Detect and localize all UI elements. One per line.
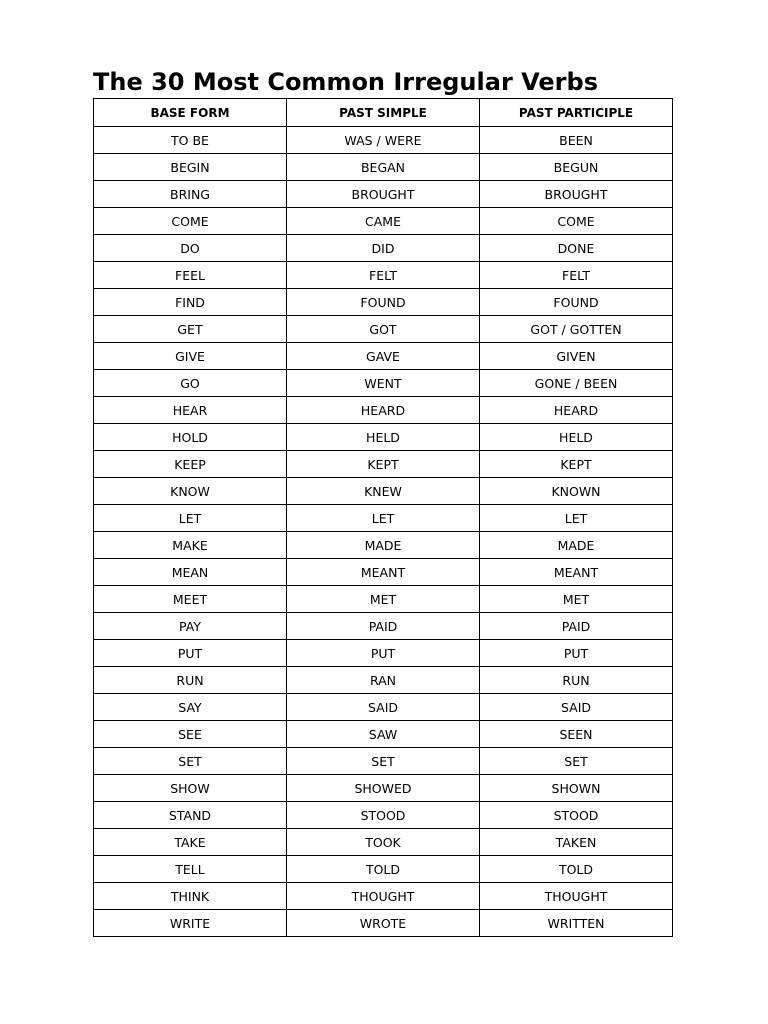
table-header-row	[94, 99, 673, 127]
base-form-cell: GET	[94, 316, 287, 343]
table-row	[94, 802, 673, 829]
table-row	[94, 451, 673, 478]
column-header-past-simple: PAST SIMPLE	[287, 99, 480, 127]
base-form-cell: FEEL	[94, 262, 287, 289]
past-participle-cell: STOOD	[480, 802, 673, 829]
table-row	[94, 856, 673, 883]
table-row	[94, 640, 673, 667]
past-participle-cell: TAKEN	[480, 829, 673, 856]
table-row	[94, 667, 673, 694]
table-row	[94, 775, 673, 802]
base-form-cell: STAND	[94, 802, 287, 829]
base-form-cell: PAY	[94, 613, 287, 640]
base-form-cell: FIND	[94, 289, 287, 316]
past-simple-cell: SAW	[287, 721, 480, 748]
table-row	[94, 316, 673, 343]
past-simple-cell: FELT	[287, 262, 480, 289]
past-participle-cell: MEANT	[480, 559, 673, 586]
past-simple-cell: TOLD	[287, 856, 480, 883]
base-form-cell: DO	[94, 235, 287, 262]
base-form-cell: THINK	[94, 883, 287, 910]
past-participle-cell: SEEN	[480, 721, 673, 748]
past-participle-cell: KEPT	[480, 451, 673, 478]
base-form-cell: PUT	[94, 640, 287, 667]
base-form-cell: HEAR	[94, 397, 287, 424]
page-title: The 30 Most Common Irregular Verbs	[93, 68, 598, 96]
past-participle-cell: PUT	[480, 640, 673, 667]
past-simple-cell: DID	[287, 235, 480, 262]
table-row	[94, 613, 673, 640]
past-participle-cell: FOUND	[480, 289, 673, 316]
table-header	[94, 99, 673, 127]
table-row	[94, 343, 673, 370]
base-form-cell: WRITE	[94, 910, 287, 937]
table-row	[94, 208, 673, 235]
table-row	[94, 424, 673, 451]
past-simple-cell: STOOD	[287, 802, 480, 829]
past-participle-cell: COME	[480, 208, 673, 235]
table-row	[94, 883, 673, 910]
past-simple-cell: MEANT	[287, 559, 480, 586]
base-form-cell: MAKE	[94, 532, 287, 559]
past-participle-cell: PAID	[480, 613, 673, 640]
table-row	[94, 586, 673, 613]
past-simple-cell: RAN	[287, 667, 480, 694]
past-simple-cell: LET	[287, 505, 480, 532]
past-simple-cell: SHOWED	[287, 775, 480, 802]
table-row	[94, 154, 673, 181]
past-participle-cell: BEEN	[480, 127, 673, 154]
past-participle-cell: DONE	[480, 235, 673, 262]
past-simple-cell: PAID	[287, 613, 480, 640]
past-simple-cell: THOUGHT	[287, 883, 480, 910]
past-participle-cell: GONE / BEEN	[480, 370, 673, 397]
table-row	[94, 559, 673, 586]
past-simple-cell: WAS / WERE	[287, 127, 480, 154]
base-form-cell: HOLD	[94, 424, 287, 451]
past-simple-cell: KEPT	[287, 451, 480, 478]
past-participle-cell: WRITTEN	[480, 910, 673, 937]
base-form-cell: SET	[94, 748, 287, 775]
past-participle-cell: FELT	[480, 262, 673, 289]
past-participle-cell: BEGUN	[480, 154, 673, 181]
table-row	[94, 721, 673, 748]
column-header-past-participle: PAST PARTICIPLE	[480, 99, 673, 127]
table-row	[94, 397, 673, 424]
past-participle-cell: GIVEN	[480, 343, 673, 370]
base-form-cell: RUN	[94, 667, 287, 694]
table-row	[94, 289, 673, 316]
base-form-cell: BEGIN	[94, 154, 287, 181]
past-participle-cell: KNOWN	[480, 478, 673, 505]
table-row	[94, 235, 673, 262]
past-simple-cell: BROUGHT	[287, 181, 480, 208]
table-row	[94, 181, 673, 208]
base-form-cell: TO BE	[94, 127, 287, 154]
table-row	[94, 127, 673, 154]
table-row	[94, 478, 673, 505]
base-form-cell: TAKE	[94, 829, 287, 856]
past-participle-cell: TOLD	[480, 856, 673, 883]
table-body	[94, 127, 673, 937]
past-participle-cell: RUN	[480, 667, 673, 694]
base-form-cell: MEET	[94, 586, 287, 613]
base-form-cell: LET	[94, 505, 287, 532]
table-row	[94, 694, 673, 721]
past-simple-cell: MADE	[287, 532, 480, 559]
past-participle-cell: MADE	[480, 532, 673, 559]
table-row	[94, 262, 673, 289]
past-simple-cell: CAME	[287, 208, 480, 235]
base-form-cell: COME	[94, 208, 287, 235]
past-simple-cell: PUT	[287, 640, 480, 667]
table-row	[94, 532, 673, 559]
column-header-base-form: BASE FORM	[94, 99, 287, 127]
past-participle-cell: SAID	[480, 694, 673, 721]
base-form-cell: SAY	[94, 694, 287, 721]
base-form-cell: KNOW	[94, 478, 287, 505]
past-simple-cell: WENT	[287, 370, 480, 397]
past-simple-cell: SET	[287, 748, 480, 775]
past-participle-cell: HEARD	[480, 397, 673, 424]
table-row	[94, 370, 673, 397]
table-row	[94, 748, 673, 775]
past-participle-cell: GOT / GOTTEN	[480, 316, 673, 343]
past-simple-cell: MET	[287, 586, 480, 613]
table-row	[94, 505, 673, 532]
past-participle-cell: SET	[480, 748, 673, 775]
past-simple-cell: BEGAN	[287, 154, 480, 181]
base-form-cell: SHOW	[94, 775, 287, 802]
base-form-cell: GO	[94, 370, 287, 397]
base-form-cell: BRING	[94, 181, 287, 208]
irregular-verbs-table	[93, 98, 673, 937]
base-form-cell: KEEP	[94, 451, 287, 478]
past-simple-cell: GOT	[287, 316, 480, 343]
past-simple-cell: TOOK	[287, 829, 480, 856]
base-form-cell: GIVE	[94, 343, 287, 370]
past-participle-cell: BROUGHT	[480, 181, 673, 208]
past-simple-cell: WROTE	[287, 910, 480, 937]
past-participle-cell: MET	[480, 586, 673, 613]
past-participle-cell: HELD	[480, 424, 673, 451]
past-simple-cell: KNEW	[287, 478, 480, 505]
past-simple-cell: HELD	[287, 424, 480, 451]
past-participle-cell: SHOWN	[480, 775, 673, 802]
table-row	[94, 910, 673, 937]
past-participle-cell: THOUGHT	[480, 883, 673, 910]
table-row	[94, 829, 673, 856]
past-simple-cell: SAID	[287, 694, 480, 721]
past-simple-cell: GAVE	[287, 343, 480, 370]
base-form-cell: TELL	[94, 856, 287, 883]
past-simple-cell: FOUND	[287, 289, 480, 316]
base-form-cell: MEAN	[94, 559, 287, 586]
past-participle-cell: LET	[480, 505, 673, 532]
past-simple-cell: HEARD	[287, 397, 480, 424]
base-form-cell: SEE	[94, 721, 287, 748]
